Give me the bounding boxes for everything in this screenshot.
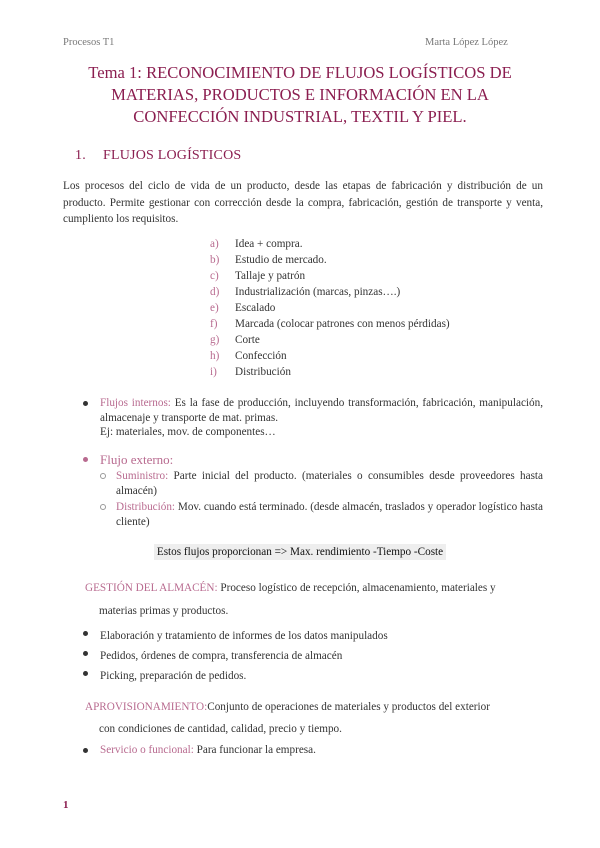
internal-flows-example: Ej: materiales, mov. de componentes… xyxy=(100,426,276,438)
supply-chain-label: Suministro: xyxy=(116,470,169,482)
title-prefix: Tema 1: xyxy=(88,63,142,82)
list-item xyxy=(210,284,450,300)
section-number: 1. xyxy=(75,148,86,163)
document-title xyxy=(60,62,540,128)
warehouse-bullets xyxy=(83,626,543,686)
list-marker: a) xyxy=(210,238,219,250)
supply-section xyxy=(85,700,555,715)
warehouse-text-continued: materias primas y productos. xyxy=(99,605,229,617)
list-text: Marcada (colocar patrones con menos pérdidas) xyxy=(235,318,450,330)
sub-item xyxy=(83,469,543,498)
header-subject: Procesos T1 xyxy=(63,37,115,48)
list-marker: c) xyxy=(210,270,219,282)
bullet-item xyxy=(83,396,543,425)
highlight-text: Estos flujos proporcionan => Max. rendimiento -Tiempo -Coste xyxy=(154,544,446,560)
list-item xyxy=(210,252,450,268)
internal-flows-label: Flujos internos: xyxy=(100,397,171,409)
bullet-item: Picking, preparación de pedidos. xyxy=(83,666,543,686)
list-text: Confección xyxy=(235,350,287,362)
supply-text: Conjunto de operaciones de materiales y productos del exterior xyxy=(207,701,490,713)
list-text: Escalado xyxy=(235,302,276,314)
bullet-item: Pedidos, órdenes de compra, transferencia de almacén xyxy=(83,646,543,666)
list-text: Industrialización (marcas, pinzas….) xyxy=(235,286,401,298)
header-author: Marta López López xyxy=(425,37,508,48)
list-item xyxy=(210,332,450,348)
list-marker: i) xyxy=(210,366,217,378)
steps-list xyxy=(210,236,450,380)
bullet-item xyxy=(83,452,543,468)
service-text: Para funcionar la empresa. xyxy=(196,744,316,756)
list-item xyxy=(210,268,450,284)
list-item xyxy=(210,348,450,364)
list-text: Distribución xyxy=(235,366,291,378)
supply-text-continued: con condiciones de cantidad, calidad, precio y tiempo. xyxy=(99,723,342,735)
list-marker: d) xyxy=(210,286,220,298)
list-item xyxy=(210,236,450,252)
highlight-line xyxy=(0,546,600,558)
section-title: FLUJOS LOGÍSTICOS xyxy=(103,148,242,163)
section-heading xyxy=(75,148,241,164)
internal-flows-text: Es la fase de producción, incluyendo transformación, fabricación, manipulación, almacenaje y transporte de mat. primas. xyxy=(100,397,543,424)
page-number: 1 xyxy=(63,799,69,811)
list-item xyxy=(210,364,450,380)
external-flow-label: Flujo externo: xyxy=(100,452,174,467)
warehouse-text: Proceso logístico de recepción, almacenamiento, materiales y xyxy=(220,582,496,594)
title-main: RECONOCIMIENTO DE FLUJOS LOGÍSTICOS DE MATERIAS, PRODUCTOS E INFORMACIÓN EN LA CONFECCIÓN INDUSTRIAL, TEXTIL Y PIEL. xyxy=(111,63,512,126)
list-text: Estudio de mercado. xyxy=(235,254,327,266)
list-text: Tallaje y patrón xyxy=(235,270,306,282)
supply-chain-text: Parte inicial del producto. (materiales o consumibles desde proveedores hasta almacén) xyxy=(116,470,543,497)
bullet-item: Elaboración y tratamiento de informes de los datos manipulados xyxy=(83,626,543,646)
sub-item xyxy=(83,500,543,529)
list-marker: f) xyxy=(210,318,218,330)
list-text: Idea + compra. xyxy=(235,238,303,250)
distribution-label: Distribución: xyxy=(116,501,176,513)
bullet-item xyxy=(83,743,543,758)
list-marker: b) xyxy=(210,254,220,266)
list-item xyxy=(210,300,450,316)
list-item xyxy=(210,316,450,332)
list-marker: h) xyxy=(210,350,220,362)
service-label: Servicio o funcional: xyxy=(100,744,194,756)
list-text: Corte xyxy=(235,334,260,346)
warehouse-section xyxy=(85,581,545,596)
distribution-text: Mov. cuando está terminado. (desde almacén, traslados y operador logístico hasta cliente) xyxy=(116,501,543,528)
intro-paragraph: Los procesos del ciclo de vida de un producto, desde las etapas de fabricación y distribución de un producto. Permite gestionar con corrección desde la compra, fabricación, gestión de transporte y venta, cumpliento los requisitos. xyxy=(63,180,543,225)
supply-label: APROVISIONAMIENTO: xyxy=(85,701,208,713)
warehouse-label: GESTIÓN DEL ALMACÉN: xyxy=(85,582,218,594)
supply-bullets xyxy=(83,743,543,758)
list-marker: g) xyxy=(210,334,220,346)
internal-flows-block xyxy=(83,396,543,440)
list-marker: e) xyxy=(210,302,219,314)
external-flow-block xyxy=(83,452,543,529)
